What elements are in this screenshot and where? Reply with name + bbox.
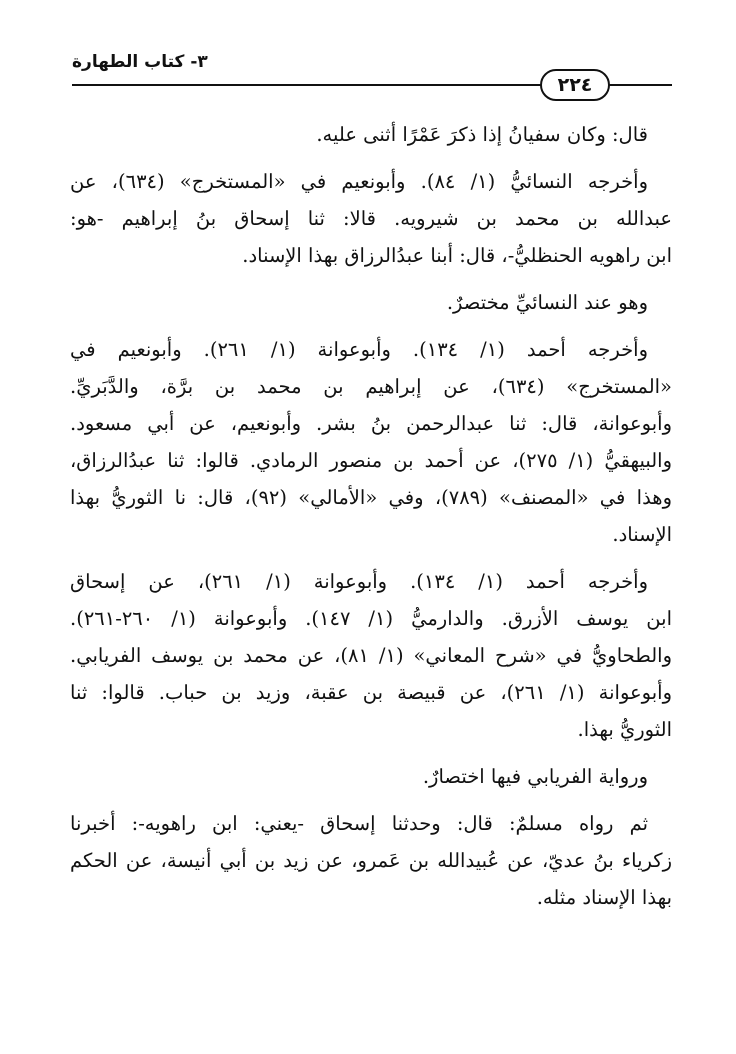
text-line: الثوريُّ بهذا.: [577, 718, 672, 741]
text-line: ابن يوسف الأزرق. والدارميُّ (١/ ١٤٧). وأبوعوانة (١/ ٢٦٠-٢٦١).: [70, 607, 672, 630]
text-line: وأخرجه أحمد (١/ ١٣٤). وأبوعوانة (١/ ٢٦١)، عن إسحاق: [70, 570, 648, 593]
paragraph: [70, 758, 672, 795]
text-line: قال: وكان سفيانُ إذا ذكرَ عَمْرًا أثنى عليه.: [316, 123, 648, 146]
text-line: وهو عند النسائيِّ مختصرٌ.: [446, 291, 648, 314]
text-line: «المستخرج» (٦٣٤)، عن إبراهيم بن محمد بن برَّة، والدَّبَريِّ.: [70, 375, 672, 398]
text-line: ابن راهويه الحنظليُّ-، قال: أبنا عبدُالرزاق بهذا الإسناد.: [242, 244, 672, 267]
text-line: وأبوعوانة، قال: ثنا عبدالرحمن بنُ بشر. وأبونعيم، عن أبي مسعود.: [70, 412, 672, 435]
text-line: وأبوعوانة (١/ ٢٦١)، عن قبيصة بن عقبة، وزيد بن حباب. قالوا: ثنا: [70, 681, 672, 704]
paragraph: [70, 163, 672, 274]
text-line: والبيهقيُّ (١/ ٢٧٥)، عن أحمد بن منصور الرمادي. قالوا: ثنا عبدُالرزاق،: [70, 449, 672, 472]
text-line: الإسناد.: [612, 523, 672, 546]
paragraph: [70, 284, 672, 321]
text-line: ورواية الفريابي فيها اختصارٌ.: [422, 765, 648, 788]
paragraph: [70, 805, 672, 916]
text-line: وأخرجه أحمد (١/ ١٣٤). وأبوعوانة (١/ ٢٦١). وأبونعيم في: [70, 338, 648, 361]
paragraph: [70, 563, 672, 748]
text-line: والطحاويُّ في «شرح المعاني» (١/ ٨١)، عن محمد بن يوسف الفريابي.: [70, 644, 672, 667]
paragraph: [70, 331, 672, 553]
text-line: ثم رواه مسلمٌ: قال: وحدثنا إسحاق -يعني: ابن راهويه-: أخبرنا: [70, 812, 648, 835]
page-number: ٢٢٤: [540, 69, 610, 101]
body-text: [70, 116, 672, 926]
text-line: بهذا الإسناد مثله.: [536, 886, 672, 909]
text-line: زكرياء بنُ عديّ، عن عُبيدالله بن عَمرو، عن زيد بن أبي أنيسة، عن الحكم: [70, 849, 672, 872]
chapter-title: ٣- كتاب الطهارة: [72, 52, 208, 72]
paragraph: [70, 116, 672, 153]
text-line: عبدالله بن محمد بن شيرويه. قالا: ثنا إسحاق بنُ إبراهيم -هو:: [70, 207, 672, 230]
text-line: وهذا في «المصنف» (٧٨٩)، وفي «الأمالي» (٩٢)، قال: نا الثوريُّ بهذا: [70, 486, 672, 509]
text-line: وأخرجه النسائيُّ (١/ ٨٤). وأبونعيم في «المستخرج» (٦٣٤)، عن: [70, 170, 648, 193]
